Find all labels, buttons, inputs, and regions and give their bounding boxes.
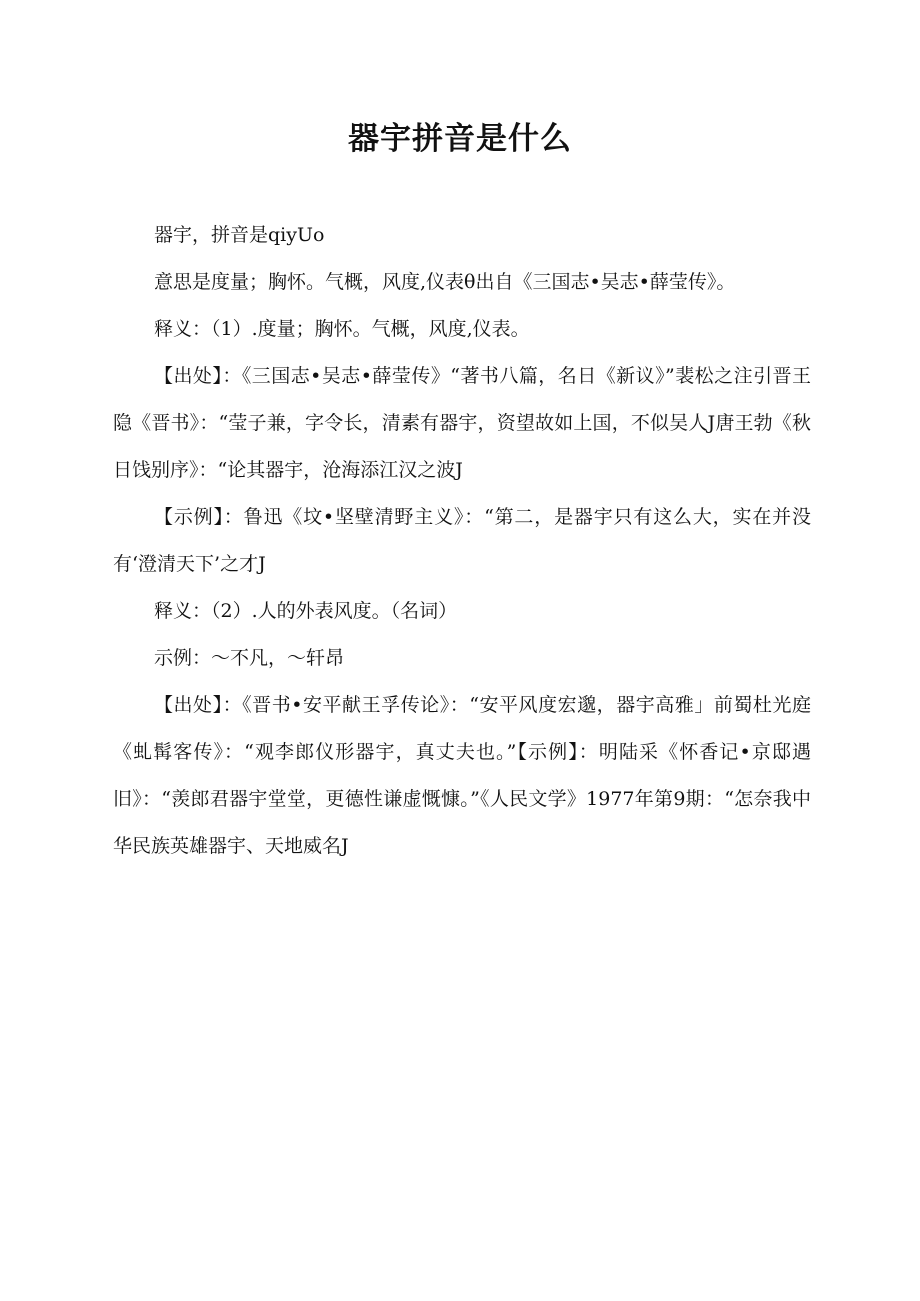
paragraph-example-1: 【示例】：鲁迅《坟•坚壁清野主义》：“第二，是器宇只有这么大，实在并没有‘澄清天下’之才J (113, 506, 811, 575)
paragraph-pinyin: 器宇，拼音是qiyUo (154, 224, 325, 246)
document-title: 器宇拼音是什么 (348, 121, 572, 157)
document-body (113, 212, 811, 870)
paragraph-example-2: 示例：～不凡，～轩昂 (154, 647, 345, 669)
paragraph-definition-2: 释义：（2）.人的外表风度。（名词） (154, 600, 458, 622)
paragraph-definition-1: 释义：（1）.度量；胸怀。气概，风度,仪表。 (154, 318, 530, 340)
paragraph-source-2: 【出处】：《晋书•安平献王孚传论》：“安平风度宏邈，器宇高雅」前蜀杜光庭《虬髯客传》：“观李郎仪形器宇，真丈夫也。”【示例】：明陆采《怀香记•京邸遇旧》：“羡郎君器宇堂堂，更德性谦虚慨慷。”《人民文学》1977年第9期：“怎奈我中华民族英雄器宇、天地威名J (113, 694, 811, 857)
paragraph-source-1: 【出处】：《三国志•吴志•薛莹传》“著书八篇，名日《新议》”裴松之注引晋王隐《晋书》：“莹子兼，字令长，清素有器宇，资望故如上国，不似吴人J唐王勃《秋日饯别序》：“论其器宇，沧海添江汉之波J (113, 365, 811, 481)
paragraph-meaning: 意思是度量；胸怀。气概，风度,仪表θ出自《三国志•吴志•薛莹传》。 (154, 271, 736, 293)
